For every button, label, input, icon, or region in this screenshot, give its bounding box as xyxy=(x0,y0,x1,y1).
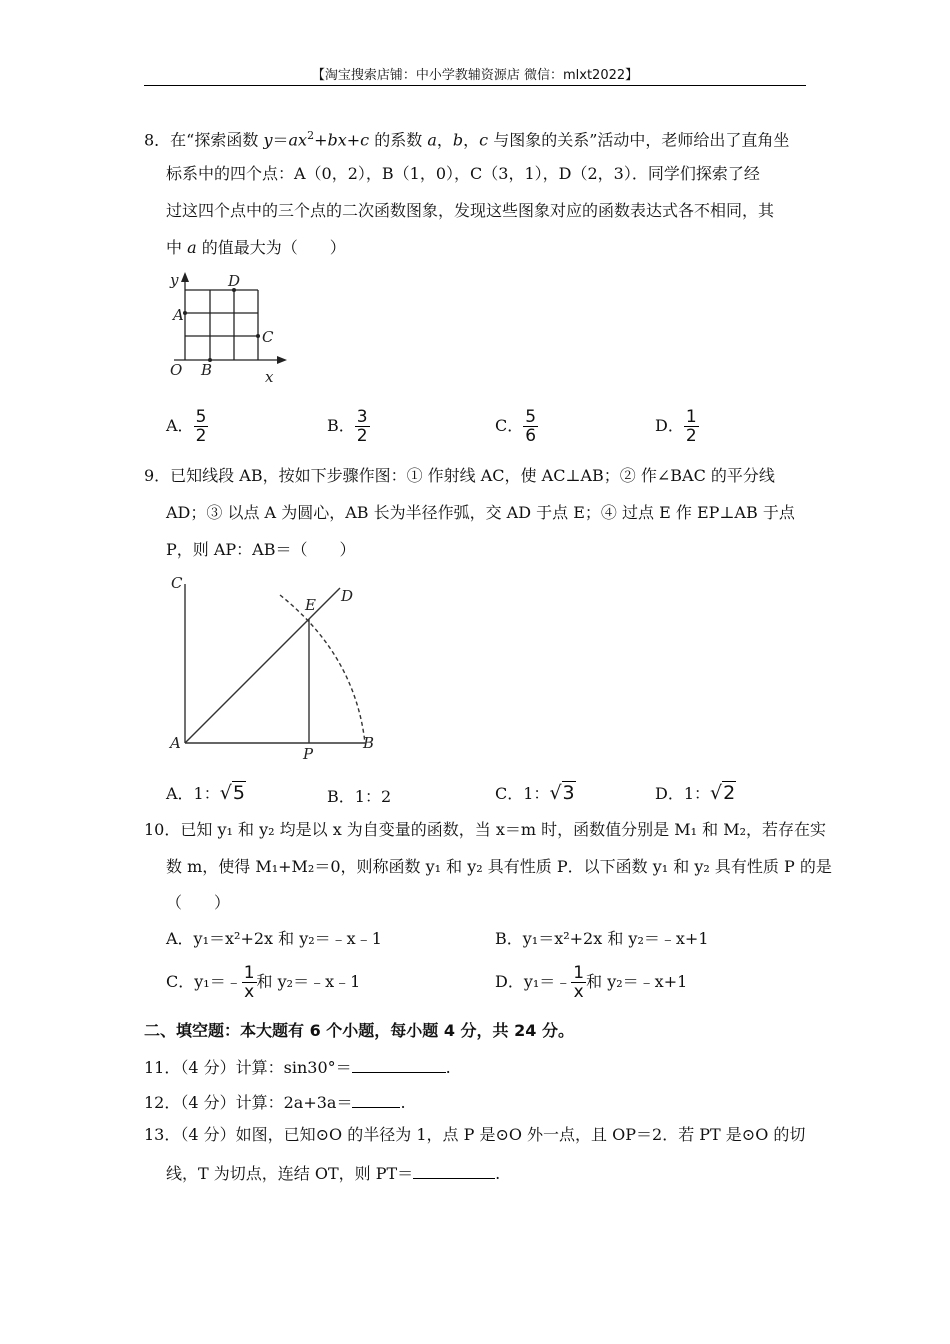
q13-answer-blank[interactable] xyxy=(413,1162,495,1179)
radicand: 3 xyxy=(562,782,575,804)
frac-num: 1 xyxy=(573,963,585,983)
q13-line-1: 13．（4 分）如图，已知⊙O 的半径为 1，点 P 是⊙O 外一点，且 OP＝2．若 PT 是⊙O 的切 xyxy=(144,1125,806,1144)
q9-line-3: P，则 AP：AB＝（ ） xyxy=(166,540,356,559)
frac-num: 3 xyxy=(356,407,368,427)
option-label: C．1： xyxy=(495,784,550,803)
frac-num: 1 xyxy=(243,963,255,983)
q8-var: y xyxy=(263,130,273,150)
q8-text: ＝ xyxy=(272,130,289,150)
q8-option-d[interactable] xyxy=(655,408,699,445)
fig-label-b: B xyxy=(363,734,375,752)
q8-grid-figure xyxy=(160,268,290,386)
frac-den: 2 xyxy=(195,426,207,446)
q13-end: . xyxy=(495,1164,501,1183)
frac-den: 6 xyxy=(525,426,537,446)
fig-label-o: O xyxy=(170,361,183,379)
sqrt-symbol: √5 xyxy=(219,782,245,804)
q8-text: 的值最大为（ ） xyxy=(196,238,346,257)
q11-text: 11．（4 分）计算：sin30°＝ xyxy=(144,1058,352,1077)
q8-line-1 xyxy=(144,126,789,150)
q8-var: bx xyxy=(327,130,347,150)
q10-option-c[interactable] xyxy=(166,964,360,1001)
option-label: A．1： xyxy=(166,784,220,803)
header-divider xyxy=(144,85,806,86)
q8-option-b[interactable] xyxy=(327,408,370,445)
fig-label-d: D xyxy=(228,272,241,290)
frac-den: 2 xyxy=(685,426,697,446)
fig-label-x: x xyxy=(265,368,274,386)
q8-exp: 2 xyxy=(307,129,315,142)
option-text: C．y₁＝﹣ xyxy=(166,972,242,991)
option-label: C． xyxy=(495,416,524,435)
q8-var: ax xyxy=(288,130,308,150)
q11-answer-blank[interactable] xyxy=(352,1056,446,1073)
page-header: 【淘宝搜索店铺：中小学教辅资源店 微信：mlxt2022】 xyxy=(311,68,639,83)
q8-text: 与图象的关系”活动中，老师给出了直角坐 xyxy=(488,130,790,150)
q13-line-2 xyxy=(166,1162,500,1184)
q8-text: + xyxy=(346,130,361,150)
fig-label-c: C xyxy=(171,574,183,592)
q11-end: . xyxy=(445,1058,451,1077)
q10-line-1: 10．已知 y₁ 和 y₂ 均是以 x 为自变量的函数，当 x＝m 时，函数值分别是 M₁ 和 M₂，若存在实 xyxy=(144,820,827,839)
q8-line-2: 标系中的四个点：A（0，2），B（1，0），C（3，1），D（2，3）．同学们探索了经 xyxy=(166,164,760,183)
sqrt-symbol: √2 xyxy=(710,782,736,804)
q8-text: 中 xyxy=(166,238,188,257)
fig-label-c: C xyxy=(262,328,274,346)
q12-answer-blank[interactable] xyxy=(352,1091,400,1108)
q10-option-a[interactable]: A．y₁＝x²+2x 和 y₂＝﹣x﹣1 xyxy=(166,929,382,948)
q9-option-b[interactable]: B．1：2 xyxy=(327,787,392,806)
q9-construction-figure xyxy=(165,570,385,762)
frac-den: 2 xyxy=(356,426,368,446)
q9-option-c[interactable] xyxy=(495,781,576,804)
q10-line-2: 数 m，使得 M₁+M₂＝0，则称函数 y₁ 和 y₂ 具有性质 P．以下函数 y₁ 和 y₂ 具有性质 P 的是 xyxy=(166,857,832,876)
fig-label-a: A xyxy=(173,306,184,324)
q9-line-2: AD；③ 以点 A 为圆心，AB 长为半径作弧，交 AD 于点 E；④ 过点 E 作 EP⊥AB 于点 xyxy=(166,503,795,522)
option-text: 和 y₂＝﹣x﹣1 xyxy=(256,972,361,991)
q8-text: ， xyxy=(436,130,453,150)
frac-den: x xyxy=(242,982,257,1001)
q9-line-1: 9．已知线段 AB，按如下步骤作图：① 作射线 AC，使 AC⊥AB；② 作∠BAC 的平分线 xyxy=(144,466,775,485)
q8-var: a xyxy=(427,130,437,150)
sqrt-symbol: √3 xyxy=(549,782,575,804)
q8-text: ， xyxy=(463,130,480,150)
q9-option-d[interactable] xyxy=(655,781,736,804)
frac-num: 1 xyxy=(685,407,697,427)
fig-label-y: y xyxy=(170,271,179,289)
q8-var: b xyxy=(452,130,464,150)
q8-var: a xyxy=(187,238,197,257)
option-label: B． xyxy=(327,416,355,435)
q11 xyxy=(144,1056,451,1078)
fig-label-e: E xyxy=(305,596,316,614)
q8-var: c xyxy=(360,130,370,150)
q8-text: 8．在“探索函数 xyxy=(144,130,264,150)
option-label: A． xyxy=(166,416,194,435)
q8-option-a[interactable] xyxy=(166,408,208,445)
fig-label-b: B xyxy=(201,361,213,379)
radicand: 2 xyxy=(723,782,736,804)
radicand: 5 xyxy=(232,782,245,804)
q10-option-d[interactable] xyxy=(495,964,687,1001)
fig-label-p: P xyxy=(303,745,314,762)
option-text: D．y₁＝﹣ xyxy=(495,972,572,991)
frac-num: 5 xyxy=(525,407,537,427)
frac-num: 5 xyxy=(195,407,207,427)
q12-end: . xyxy=(400,1093,406,1112)
q8-line-3: 过这四个点中的三个点的二次函数图象，发现这些图象对应的函数表达式各不相同，其 xyxy=(166,201,775,220)
fig-label-a: A xyxy=(170,734,181,752)
q8-text: + xyxy=(314,130,328,150)
q10-option-b[interactable]: B．y₁＝x²+2x 和 y₂＝﹣x+1 xyxy=(495,929,709,948)
option-label: D． xyxy=(655,416,684,435)
q9-option-a[interactable] xyxy=(166,781,246,804)
option-text: 和 y₂＝﹣x+1 xyxy=(586,972,688,991)
q13-text: 线，T 为切点，连结 OT，则 PT＝ xyxy=(166,1164,414,1183)
frac-den: x xyxy=(571,982,586,1001)
q8-line-4 xyxy=(166,238,346,258)
q10-line-3: （ ） xyxy=(166,893,231,912)
option-label: D．1： xyxy=(655,784,711,803)
q8-var: c xyxy=(479,130,489,150)
fig-label-d: D xyxy=(341,587,354,605)
section-title-fill-in: 二、填空题：本大题有 6 个小题，每小题 4 分，共 24 分。 xyxy=(144,1021,574,1040)
q12-text: 12．（4 分）计算：2a+3a＝ xyxy=(144,1093,353,1112)
q12 xyxy=(144,1091,406,1113)
q8-option-c[interactable] xyxy=(495,408,538,445)
q8-text: 的系数 xyxy=(369,130,428,150)
